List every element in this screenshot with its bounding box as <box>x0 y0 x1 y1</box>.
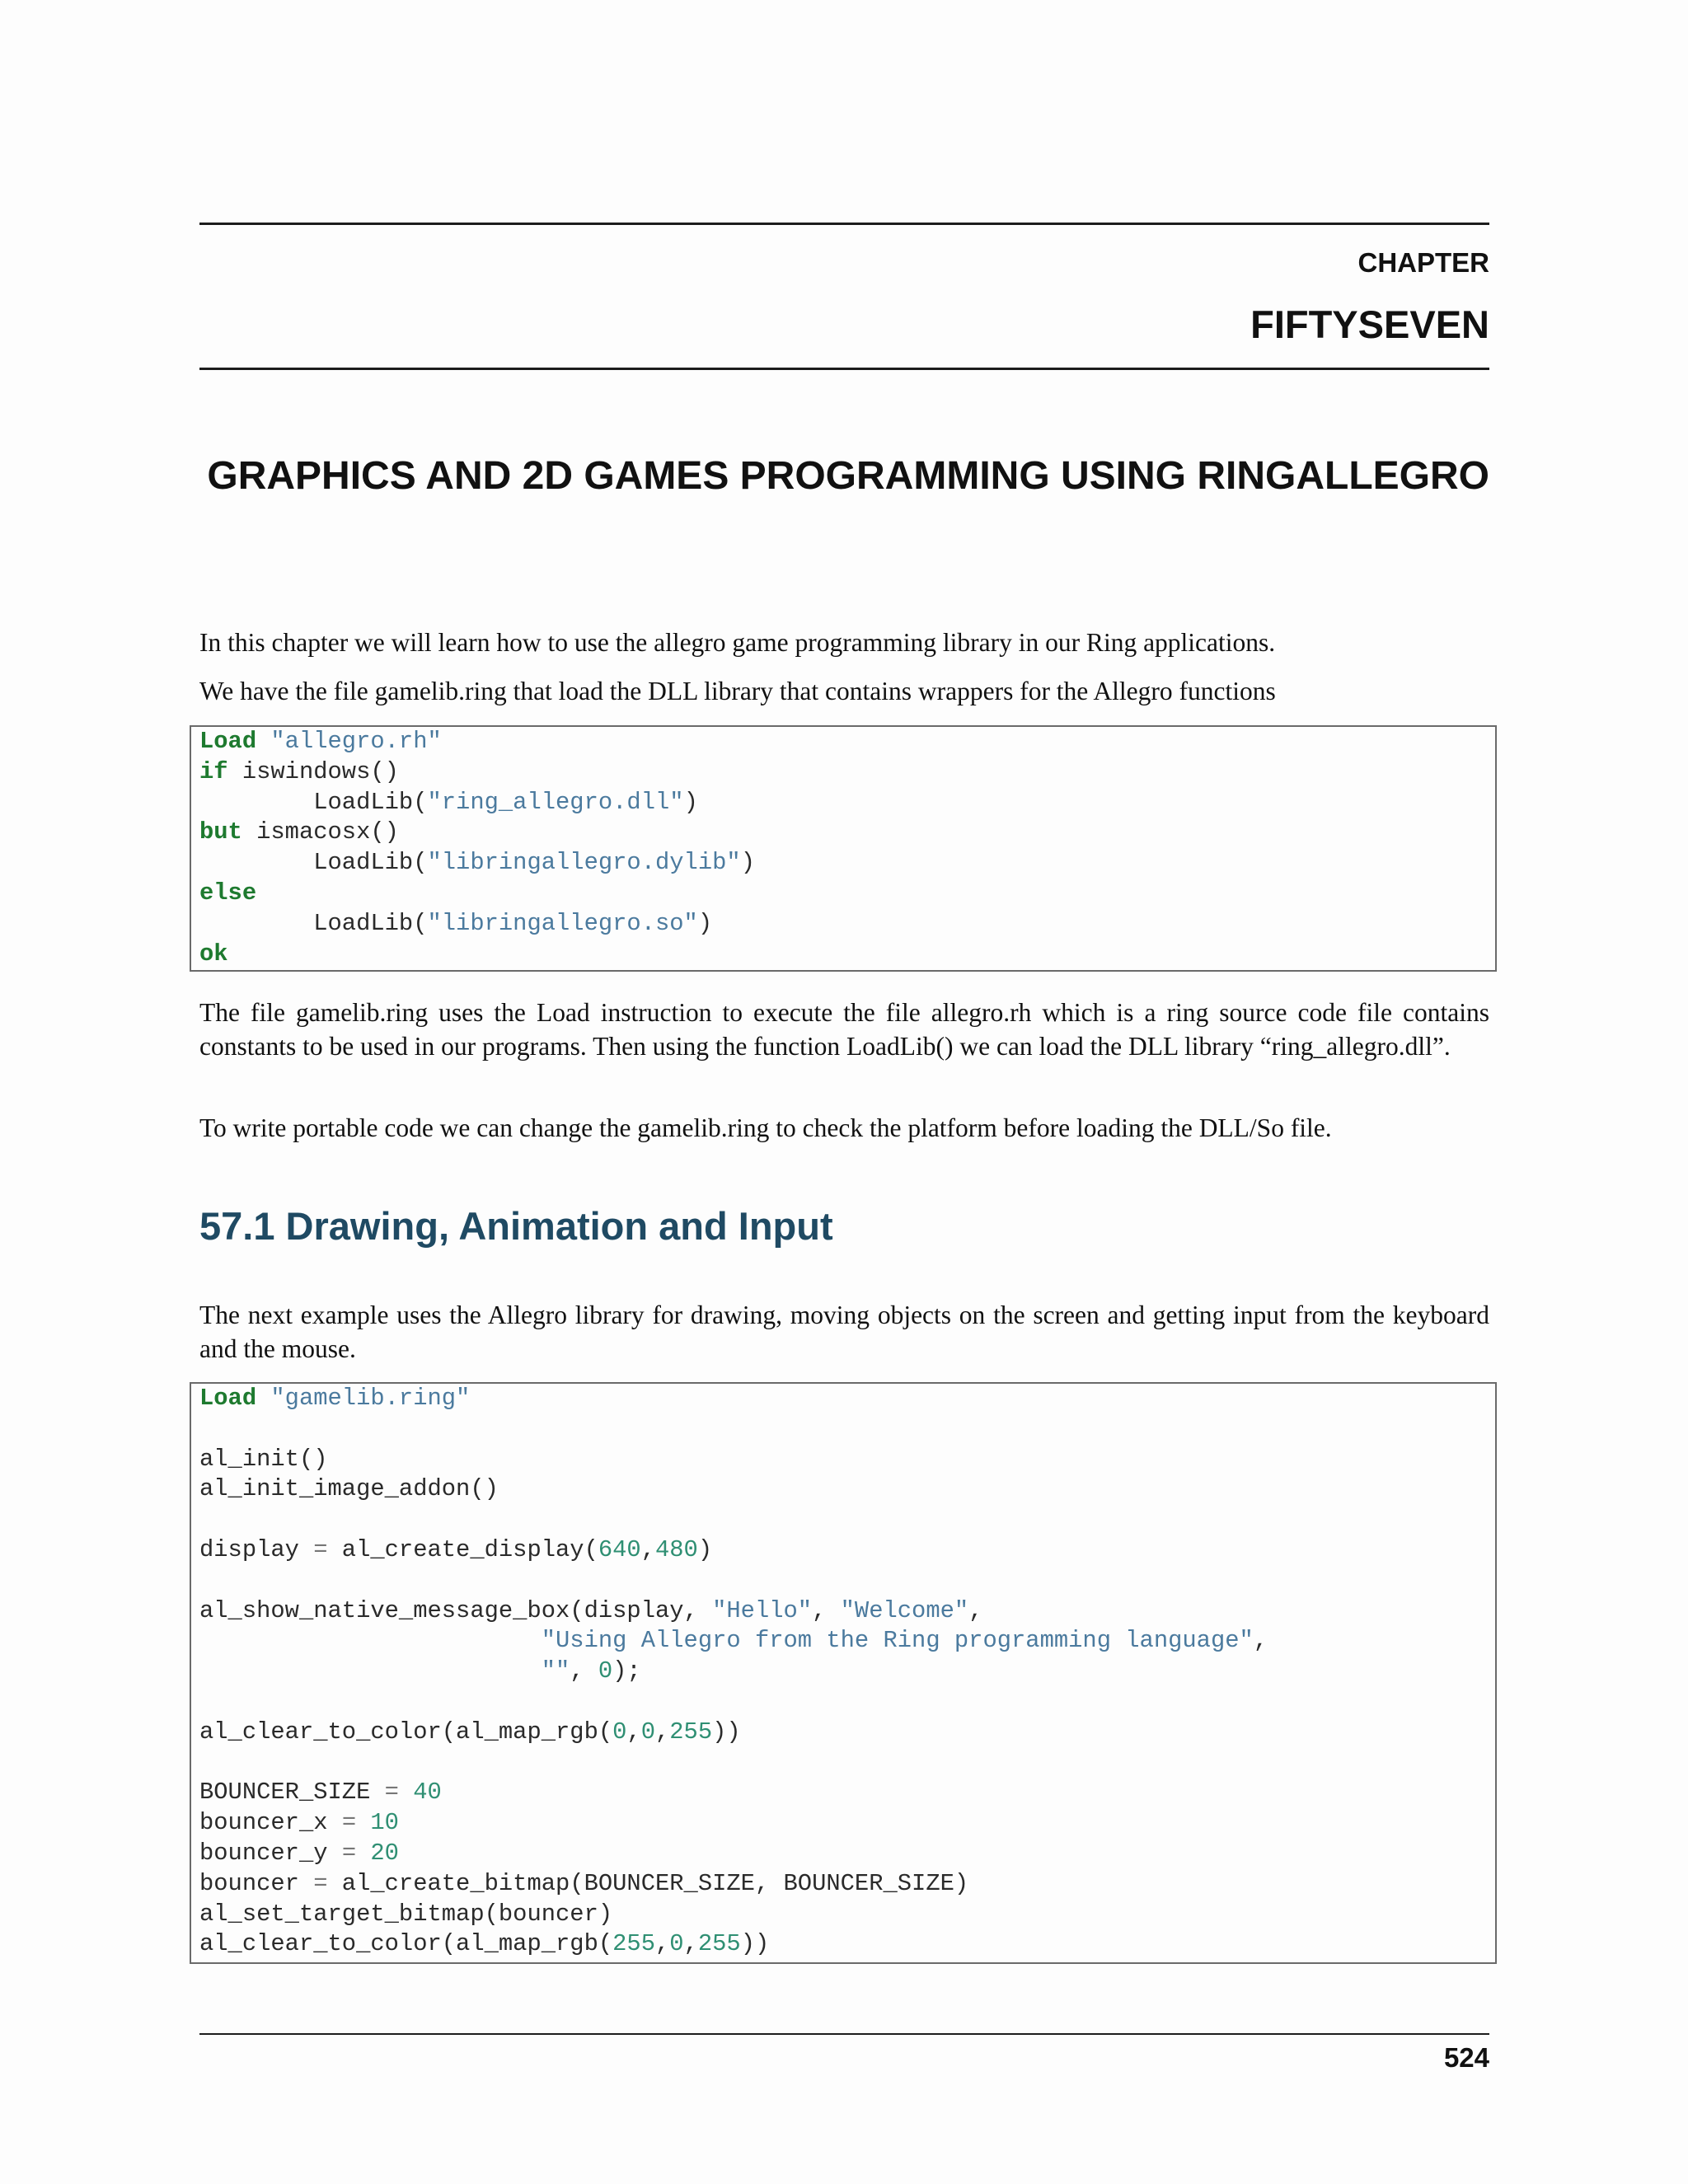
code-token: , <box>655 1930 670 1958</box>
header-bottom-rule <box>199 368 1489 370</box>
footer-rule <box>199 2033 1489 2035</box>
code-token: ); <box>612 1657 641 1685</box>
code-token: "ring_allegro.dll" <box>427 788 684 816</box>
code-token: = <box>384 1779 399 1807</box>
portable-code-paragraph: To write portable code we can change the gamelib.ring to check the platform before loading the DLL/So file. <box>199 1113 1332 1142</box>
code-token: al_create_display( <box>327 1535 598 1563</box>
code-block-drawing-example <box>190 1382 1497 1964</box>
code-line <box>199 940 1487 970</box>
code-token: LoadLib( <box>199 849 428 877</box>
code-token: ) <box>697 1535 713 1563</box>
code-token: ) <box>740 849 755 877</box>
code-line <box>199 1505 1487 1535</box>
code-token: LoadLib( <box>199 909 428 937</box>
chapter-title: GRAPHICS AND 2D GAMES PROGRAMMING USING RINGALLEGRO <box>207 454 1489 498</box>
code-line <box>199 788 1487 818</box>
code-token: ismacosx() <box>241 818 399 846</box>
section-title: 57.1 Drawing, Animation and Input <box>199 1204 833 1248</box>
code-line <box>199 1384 1487 1414</box>
code-token: , <box>626 1718 641 1746</box>
code-token: bouncer <box>199 1869 314 1897</box>
code-token <box>256 728 270 755</box>
page-number: 524 <box>1443 2042 1489 2073</box>
code-line <box>199 1900 1487 1930</box>
code-token: ok <box>199 940 228 968</box>
code-token: )) <box>712 1718 741 1746</box>
code-token: , <box>1253 1627 1268 1655</box>
code-token: Load <box>199 728 257 755</box>
code-line <box>199 1474 1487 1505</box>
code-token: Load <box>199 1385 257 1412</box>
code-token: "Using Allegro from the Ring programming language" <box>541 1627 1254 1655</box>
code-line <box>199 1869 1487 1900</box>
code-token: 255 <box>612 1930 655 1958</box>
code-token: = <box>313 1869 328 1897</box>
code-token: 0 <box>640 1718 655 1746</box>
code-token: bouncer_x <box>199 1809 342 1837</box>
code-token: = <box>341 1839 357 1867</box>
code-token: display <box>199 1535 314 1563</box>
code-token: 0 <box>669 1930 684 1958</box>
code-token: 0 <box>612 1718 627 1746</box>
code-token: 480 <box>655 1535 698 1563</box>
code-token <box>199 1627 542 1654</box>
code-token <box>356 1809 370 1836</box>
code-line <box>199 1657 1487 1687</box>
code-token: "libringallegro.so" <box>427 909 698 937</box>
gamelib-explanation-paragraph: The file gamelib.ring uses the Load instruction to execute the file allegro.rh which is a ring source code file contains constants to be used in our programs. Then using the function LoadLib() we can load the DLL library “ring_allegro.dll”. <box>199 998 1489 1061</box>
chapter-number: FIFTYSEVEN <box>1250 302 1489 346</box>
code-token: "Hello" <box>712 1596 813 1624</box>
code-token: if <box>199 757 228 785</box>
code-token: 0 <box>598 1657 613 1685</box>
code-token: 255 <box>669 1718 713 1746</box>
header-top-rule <box>199 223 1489 225</box>
code-token <box>256 1385 270 1412</box>
code-token: "gamelib.ring" <box>270 1385 471 1412</box>
code-token: , <box>640 1535 655 1563</box>
code-token: ) <box>697 909 713 937</box>
code-line <box>199 1626 1487 1657</box>
code-line <box>199 848 1487 879</box>
code-line <box>199 1687 1487 1718</box>
code-token <box>356 1840 370 1867</box>
code-token: else <box>199 879 257 907</box>
code-token: bouncer_y <box>199 1839 342 1867</box>
intro-paragraph-2: We have the file gamelib.ring that load the DLL library that contains wrappers for the Allegro functions <box>199 677 1276 705</box>
code-line <box>199 1929 1487 1960</box>
code-token: "allegro.rh" <box>270 728 442 755</box>
code-token: = <box>341 1809 357 1837</box>
code-line <box>199 1748 1487 1779</box>
code-line <box>199 1535 1487 1566</box>
code-token: al_init() <box>199 1445 328 1473</box>
code-line <box>199 879 1487 909</box>
code-line <box>199 1718 1487 1748</box>
code-token: 20 <box>370 1839 399 1867</box>
code-token: LoadLib( <box>199 788 428 816</box>
code-token: = <box>313 1535 328 1563</box>
code-token: but <box>199 818 242 846</box>
code-line <box>199 1566 1487 1596</box>
code-token <box>399 1779 413 1806</box>
code-token: "Welcome" <box>840 1596 969 1624</box>
code-token: "libringallegro.dylib" <box>427 849 741 877</box>
code-token: "" <box>541 1657 570 1685</box>
code-line <box>199 1596 1487 1627</box>
code-token: BOUNCER_SIZE <box>199 1779 385 1807</box>
code-token: , <box>968 1596 983 1624</box>
code-token: al_clear_to_color(al_map_rgb( <box>199 1718 613 1746</box>
code-line <box>199 757 1487 788</box>
code-token: al_set_target_bitmap(bouncer) <box>199 1900 613 1928</box>
intro-paragraph-1: In this chapter we will learn how to use the allegro game programming library in our Ring applications. <box>199 628 1276 657</box>
code-line <box>199 1778 1487 1808</box>
code-token: iswindows() <box>227 757 399 785</box>
chapter-label: CHAPTER <box>1357 247 1489 278</box>
code-token: al_create_bitmap(BOUNCER_SIZE, BOUNCER_SIZE) <box>327 1869 969 1897</box>
code-line <box>199 1808 1487 1839</box>
code-token: ) <box>683 788 698 816</box>
code-token: 40 <box>413 1779 442 1807</box>
code-token: )) <box>740 1930 770 1958</box>
code-token: al_clear_to_color(al_map_rgb( <box>199 1930 613 1958</box>
code-line <box>199 1445 1487 1475</box>
code-token <box>199 1657 542 1685</box>
section-intro-paragraph: The next example uses the Allegro library for drawing, moving objects on the screen and getting input from the keyboard and the mouse. <box>199 1301 1489 1363</box>
code-line <box>199 727 1487 757</box>
code-token: , <box>655 1718 670 1746</box>
code-line <box>199 1839 1487 1869</box>
code-line <box>199 1414 1487 1445</box>
code-token: , <box>683 1930 698 1958</box>
code-line <box>199 909 1487 940</box>
code-token: al_init_image_addon() <box>199 1475 499 1503</box>
code-token: 10 <box>370 1809 399 1837</box>
code-line <box>199 818 1487 848</box>
code-block-gamelib <box>190 725 1497 972</box>
code-token: al_show_native_message_box(display, <box>199 1596 713 1624</box>
code-token: , <box>570 1657 598 1685</box>
code-token: 640 <box>598 1535 641 1563</box>
code-token: , <box>812 1596 841 1624</box>
code-token: 255 <box>697 1930 741 1958</box>
